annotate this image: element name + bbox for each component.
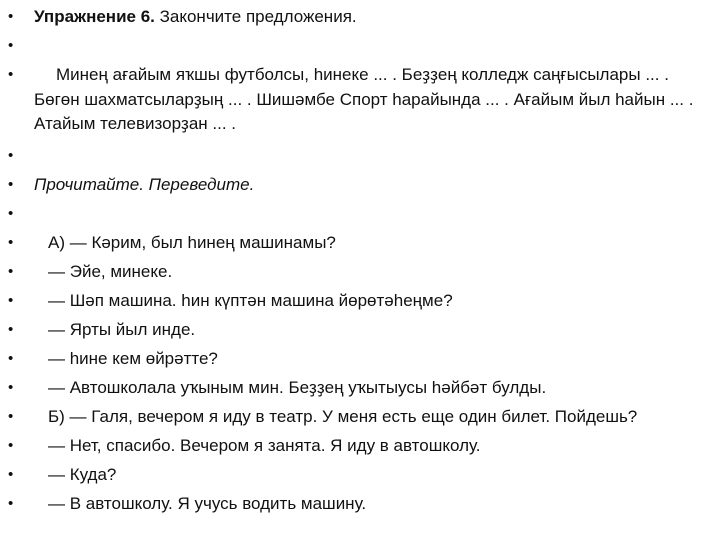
dialogue-line: [8, 376, 714, 405]
bullet-dot: •: [8, 350, 14, 367]
bullet-dot: •: [8, 437, 14, 454]
empty-bullet: [8, 202, 714, 231]
dialogue-text: А) — Кәрим, был һинең машинамы?: [48, 233, 336, 252]
bullet-list: [8, 5, 714, 521]
dialogue-text: Б) — Галя, вечером я иду в театр. У меня есть еще один билет. Пойдешь?: [48, 407, 638, 426]
exercise-label: Упражнение 6.: [34, 7, 155, 26]
bullet-dot: •: [8, 263, 14, 280]
dialogue-text: — Эйе, минеке.: [48, 262, 173, 281]
sentences-paragraph: [8, 63, 714, 144]
sentences-text: Минең ағайым яҡшы футболсы, һинеке ... . Беҙҙең колледж саңғысылары ... . Бөгөн шахматсыларҙың ... . Шишәмбе Спорт һарайында ... . Ағайым йыл һайын ... . Атайым телевизорҙан ... .: [34, 65, 694, 133]
exercise-instruction: Закончите предложения.: [159, 7, 357, 26]
dialogue-text: — Автошколала уҡыным мин. Беҙҙең уҡытыусы һәйбәт булды.: [48, 378, 547, 397]
bullet-dot: •: [8, 147, 14, 164]
dialogue-line: [8, 318, 714, 347]
exercise-heading: [8, 5, 714, 34]
bullet-dot: •: [8, 495, 14, 512]
task2-heading: [8, 173, 714, 202]
bullet-dot: •: [8, 466, 14, 483]
dialogue-line: [8, 492, 714, 521]
task2-text: Прочитайте. Переведите.: [34, 175, 255, 194]
bullet-dot: •: [8, 8, 14, 25]
bullet-dot: •: [8, 408, 14, 425]
dialogue-text: — Нет, спасибо. Вечером я занята. Я иду в автошколу.: [48, 436, 481, 455]
bullet-dot: •: [8, 379, 14, 396]
bullet-dot: •: [8, 321, 14, 338]
dialogue-text: — һине кем өйрәтте?: [48, 349, 218, 368]
dialogue-text: — В автошколу. Я учусь водить машину.: [48, 494, 367, 513]
bullet-dot: •: [8, 292, 14, 309]
dialogue-text: — Куда?: [48, 465, 117, 484]
dialogue-line: [8, 289, 714, 318]
dialogue-line: [8, 405, 714, 434]
bullet-dot: •: [8, 176, 14, 193]
empty-bullet: [8, 34, 714, 63]
dialogue-text: — Ярты йыл инде.: [48, 320, 196, 339]
dialogue-line: [8, 260, 714, 289]
dialogue-line: [8, 434, 714, 463]
empty-bullet: [8, 144, 714, 173]
bullet-dot: •: [8, 205, 14, 222]
dialogue-line: [8, 231, 714, 260]
bullet-dot: •: [8, 234, 14, 251]
dialogue-line: [8, 347, 714, 376]
dialogue-text: — Шәп машина. һин күптән машина йөрөтәһеңме?: [48, 291, 453, 310]
dialogue-line: [8, 463, 714, 492]
bullet-dot: •: [8, 37, 14, 54]
bullet-dot: •: [8, 66, 14, 83]
